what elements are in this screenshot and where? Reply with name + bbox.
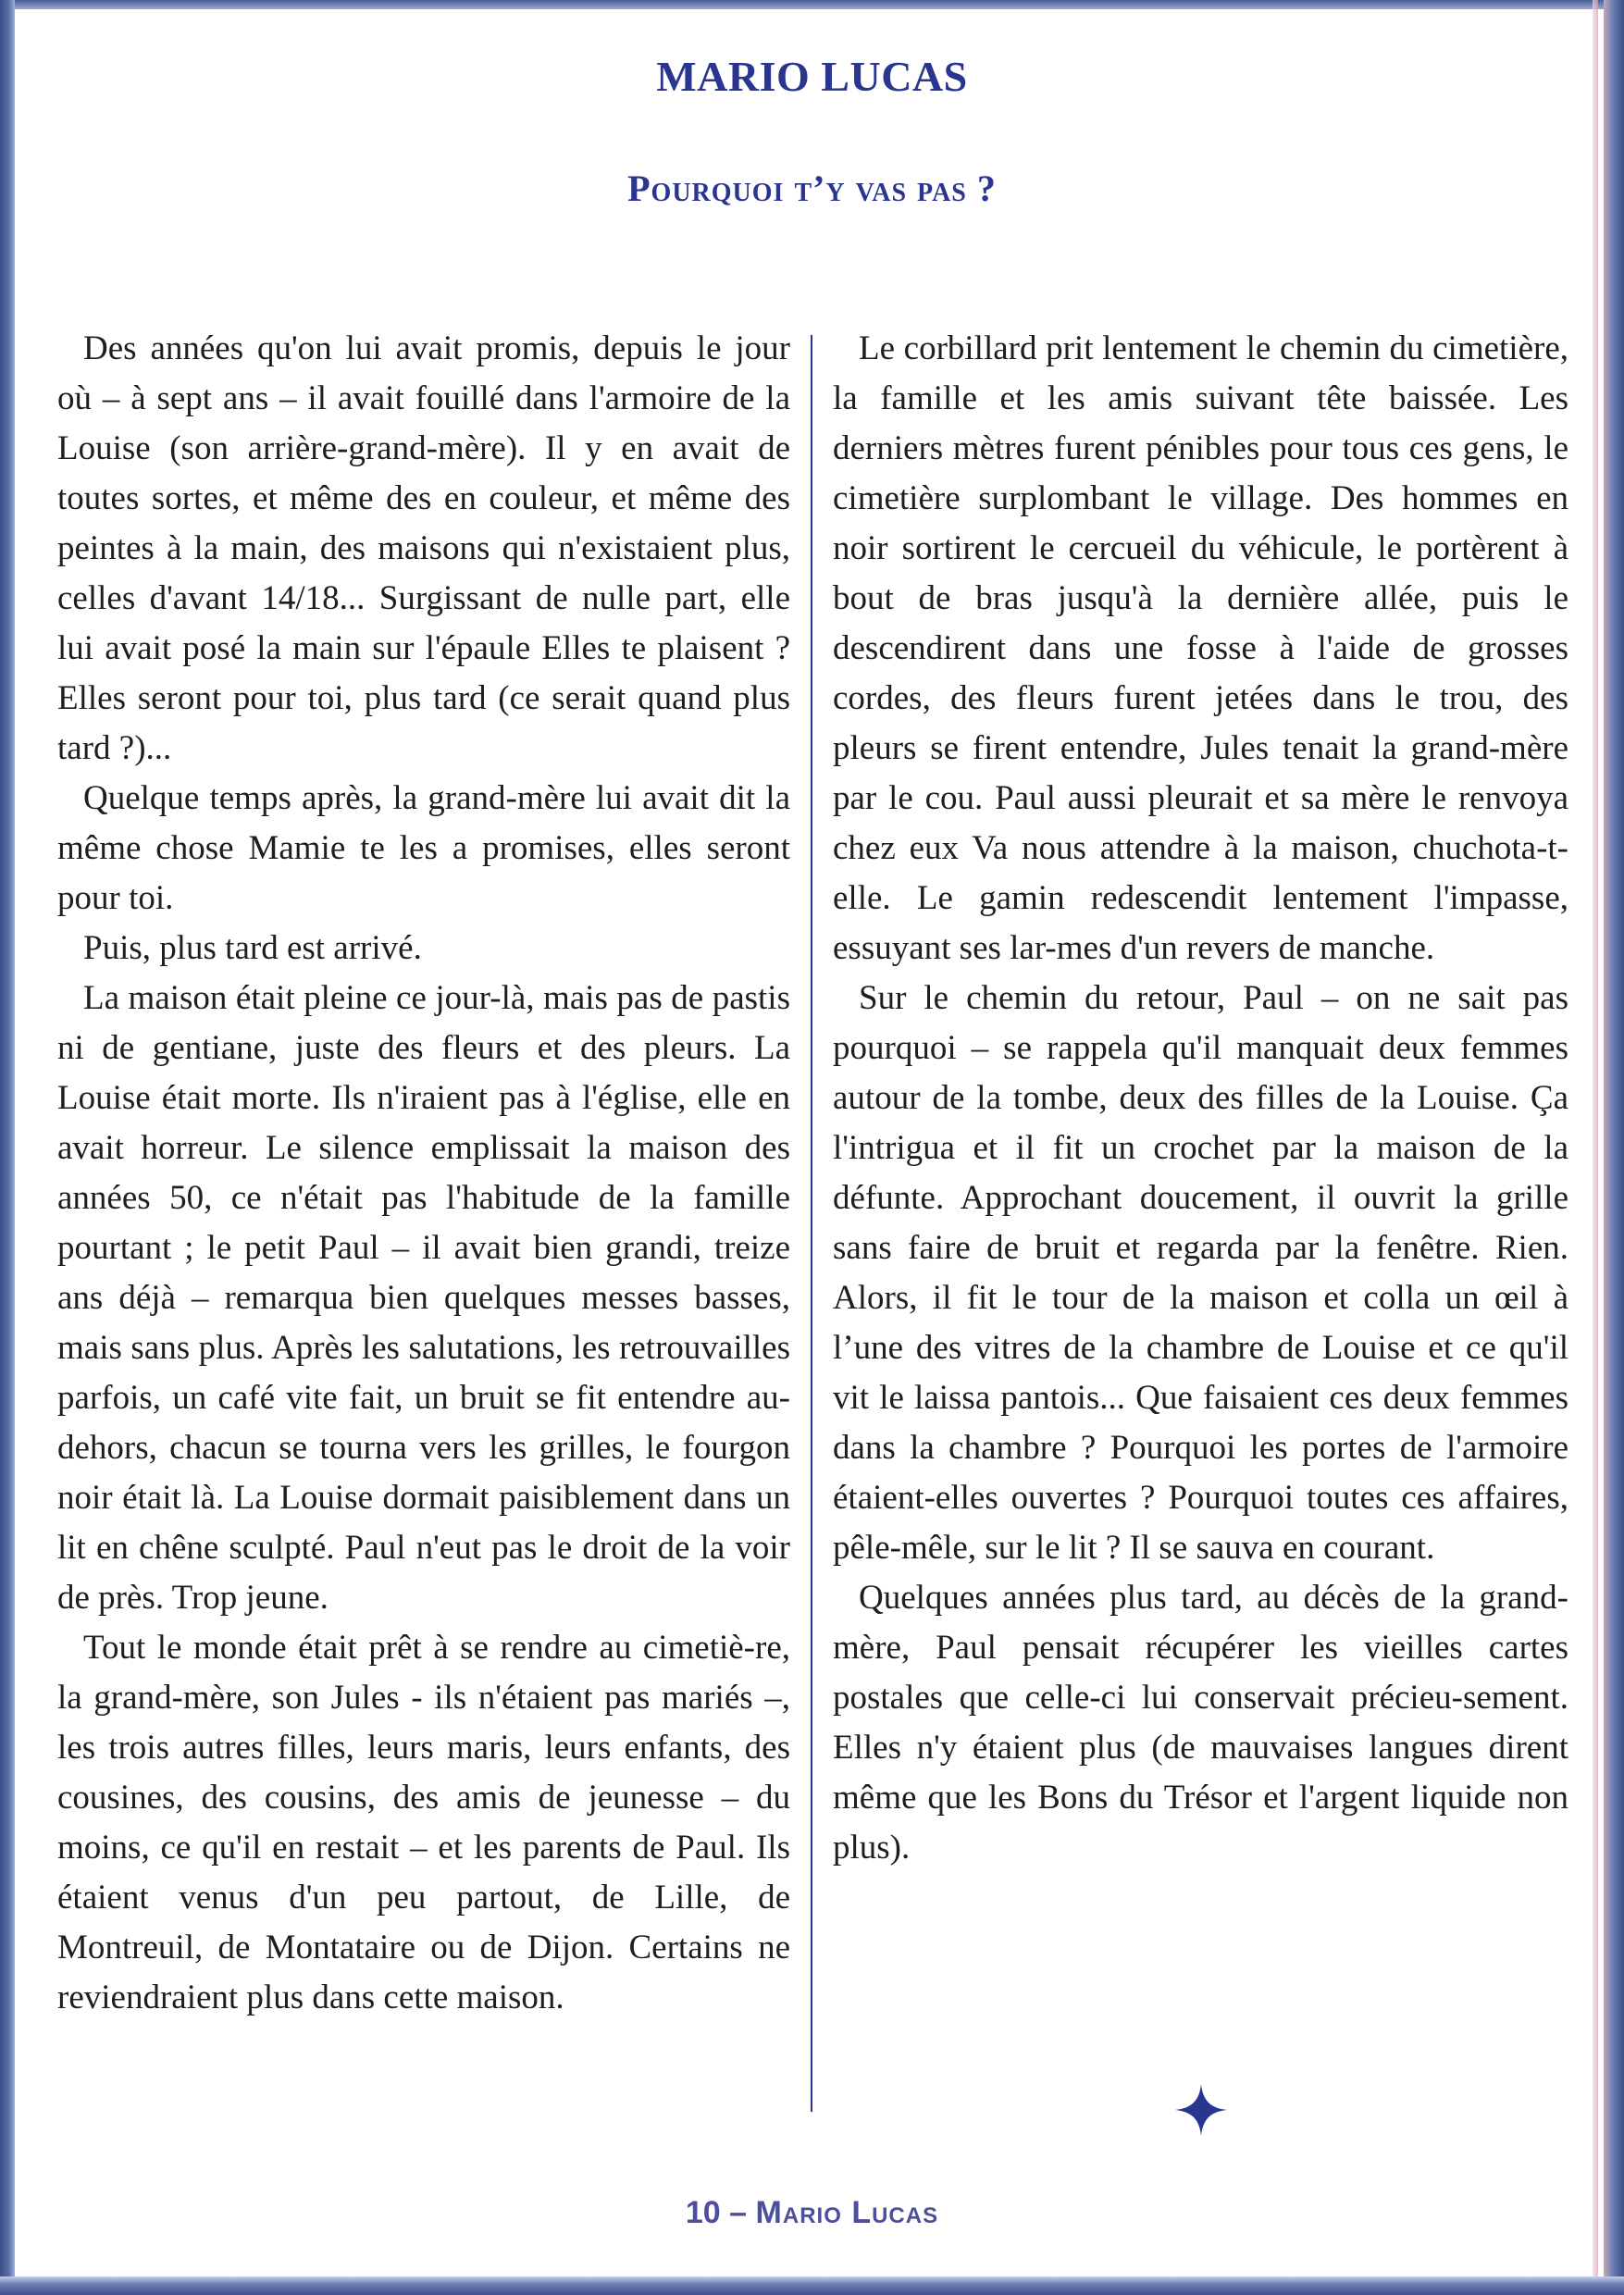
page-border-bottom (0, 2276, 1624, 2295)
page-border-left (0, 0, 15, 2295)
right-column (833, 324, 1568, 1873)
column-divider (811, 335, 812, 2112)
paragraph: Puis, plus tard est arrivé. (83, 929, 422, 967)
author-heading: MARIO LUCAS (656, 53, 968, 100)
paragraph: Le corbillard prit lentement le chemin du cimetière, la famille et les amis suivant tête baissée. Les derniers mètres furent pénibles pour tous ces gens, le cimetière surplombant le village. Des hommes en noir sortirent le cercueil du véhicule, le portèrent à bout de bras jusqu'à la dernière allée, puis le descendirent dans une fosse à l'aide de grosses cordes, des fleurs furent jetées dans le trou, des pleurs se firent entendre, Jules tenait la grand-mère par le cou. Paul aussi pleurait et sa mère le renvoya chez eux Va nous attendre à la maison, chuchota-t-elle. Le gamin redescendit lentement l'impasse, essuyant ses lar-mes d'un revers de manche. (833, 329, 1568, 967)
paragraph: Quelque temps après, la grand-mère lui avait dit la même chose Mamie te les a promises, elles seront pour toi. (57, 779, 790, 917)
paragraph: Des années qu'on lui avait promis, depuis le jour où – à sept ans – il avait fouillé dans l'armoire de la Louise (son arrière-grand-mère). Il y en avait de toutes sortes, et même des en couleur, et même des peintes à la main, des maisons qui n'existaient plus, celles d'avant 14/18... Surgissant de nulle part, elle lui avait posé la main sur l'épaule Elles te plaisent ? Elles seront pour toi, plus tard (ce serait quand plus tard ?)... (57, 329, 790, 767)
page-border-right-accent (1593, 0, 1598, 2295)
paragraph: La maison était pleine ce jour-là, mais pas de pastis ni de gentiane, juste des fleurs et des pleurs. La Louise était morte. Ils n'iraient pas à l'église, elle en avait horreur. Le silence emplissait la maison des années 50, ce n'était pas l'habitude de la famille pourtant ; le petit Paul – il avait bien grandi, treize ans déjà – remarqua bien quelques messes basses, mais sans plus. Après les salutations, les retrouvailles parfois, un café vite fait, un bruit se fit entendre au-dehors, chacun se tourna vers les grilles, le fourgon noir était là. La Louise dormait paisiblement dans un lit en chêne sculpté. Paul n'eut pas le droit de la voir de près. Trop jeune. (57, 979, 790, 1617)
paragraph: Sur le chemin du retour, Paul – on ne sait pas pourquoi – se rappela qu'il manquait deux femmes autour de la tombe, deux des filles de la Louise. Ça l'intrigua et il fit un crochet par la maison de la défunte. Approchant doucement, il ouvrit la grille sans faire de bruit et regarda par la fenêtre. Rien. Alors, il fit le tour de la maison et colla un œil à l’une des vitres de la chambre de Louise et ce qu'il vit le laissa pantois... Que faisaient ces deux femmes dans la chambre ? Pourquoi les portes de l'armoire étaient-elles ouvertes ? Pourquoi toutes ces affaires, pêle-mêle, sur le lit ? Il se sauva en courant. (833, 979, 1568, 1567)
left-column (57, 324, 790, 2023)
footer-author: Mario Lucas (755, 2195, 939, 2230)
story-title: Pourquoi t’y vas pas ? (627, 167, 997, 209)
page-border-right (1604, 0, 1624, 2295)
footer-separator: – (729, 2195, 748, 2230)
page-footer (0, 2195, 1624, 2231)
page-border-top (0, 0, 1624, 9)
page-number: 10 (685, 2195, 721, 2230)
paragraph: Tout le monde était prêt à se rendre au cimetiè-re, la grand-mère, son Jules - ils n'étaient pas mariés –, les trois autres filles, leurs maris, leurs enfants, des cousines, des cousins, des amis de jeunesse – du moins, ce qu'il en restait – et les parents de Paul. Ils étaient venus d'un peu partout, de Lille, de Montreuil, de Montataire ou de Dijon. Certains ne reviendraient plus dans cette maison. (57, 1629, 790, 2016)
four-point-star-icon (1173, 2082, 1229, 2138)
paragraph: Quelques années plus tard, au décès de la grand-mère, Paul pensait récupérer les vieilles cartes postales que celle-ci lui conservait précieu-sement. Elles n'y étaient plus (de mauvaises langues dirent même que les Bons du Trésor et l'argent liquide non plus). (833, 1579, 1568, 1867)
